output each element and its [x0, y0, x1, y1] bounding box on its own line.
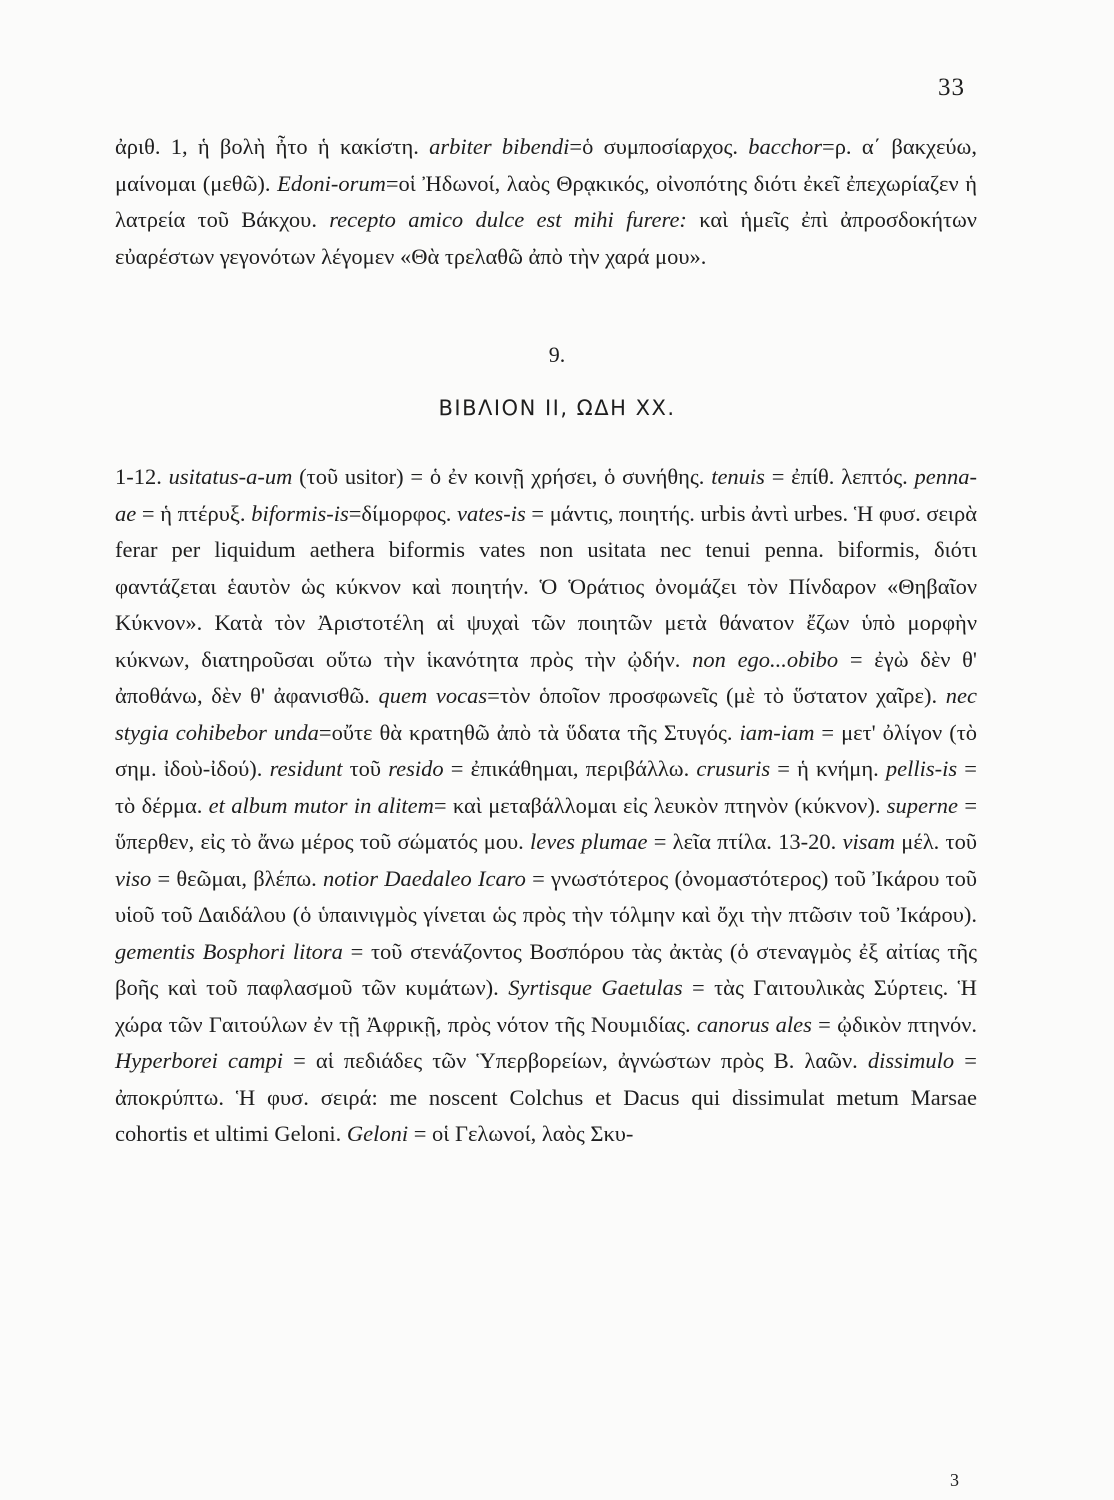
text-run: = τοῦ στενάζοντος Βοσπόρου τὰς ἀκτὰς (ὁ στεναγμὸς ἐξ αἰτίας τῆς βοῆς καὶ τοῦ παφλασμοῦ τῶν κυμάτων).: [115, 938, 977, 1000]
intro-paragraph: [115, 129, 977, 275]
text-run: = αἱ πεδιάδες τῶν Ὑπερβορείων, ἀγνώστων πρὸς Β. λαῶν.: [283, 1048, 868, 1073]
latin-term: canorus ales: [696, 1011, 812, 1037]
latin-term: viso: [115, 865, 152, 891]
text-run: =τὸν ὁποῖον προσφωνεῖς (μὲ τὸ ὕστατον χαῖρε).: [487, 683, 946, 708]
latin-term: dissimulo: [867, 1048, 955, 1073]
text-run: καὶ ἡμεῖς ἐπὶ ἀπροσδοκήτων εὐαρέστων γεγονότων λέγομεν «Θὰ τρελαθῶ ἀπὸ τὴν χαρά μου».: [115, 207, 977, 269]
signature-mark: 3: [950, 1470, 959, 1490]
latin-term: notior Daedaleo Icaro: [323, 865, 526, 891]
text-run: = ἐγὼ δὲν θ' ἀποθάνω, δὲν θ' ἀφανισθῶ.: [115, 646, 977, 708]
text-run: = γνωστότερος (ὀνομαστότερος) τοῦ Ἰκάρου τοῦ υἱοῦ τοῦ Δαιδάλου (ὁ ὑπαινιγμὸς γίνεται ὡς πρὸς τὴν τόλμην καὶ ὄχι τὴν πτῶσιν τοῦ Ἰκάρου).: [115, 865, 978, 927]
text-run: =οἱ Ἠδωνοί, λαὸς Θρᾳκικός, οἰνοπότης διότι ἐκεῖ ἐπεχωρίαζεν ἡ λατρεία τοῦ Βάκχου.: [115, 170, 977, 232]
text-run: = καὶ μεταβάλλομαι εἰς λευκὸν πτηνὸν (κύκνον).: [433, 792, 887, 818]
text-run: μέλ. τοῦ: [895, 829, 977, 854]
text-run: = ἡ κνήμη.: [770, 756, 886, 781]
latin-term: Syrtisque Gaetulas: [508, 975, 683, 1000]
section-heading: ΒΙΒΛΙΟΝ ΙΙ, ΩΔΗ XX.: [438, 396, 676, 420]
latin-term: visam: [842, 829, 896, 854]
text-run: = θεῶμαι, βλέπω.: [151, 865, 324, 891]
text-run: = μετ' ὀλίγον (τὸ σημ. ἰδοὺ-ἰδού).: [115, 719, 977, 781]
text-run: =δίμορφος.: [348, 500, 458, 526]
latin-term: vates-is: [457, 500, 526, 526]
latin-term: recepto amico dulce est mihi furere:: [329, 207, 687, 232]
latin-term: et album mutor in alitem: [208, 792, 434, 818]
text-run: τοῦ: [342, 756, 389, 781]
latin-term: non ego...obibo: [692, 646, 839, 672]
text-run: = λεῖα πτίλα. 13-20.: [647, 829, 843, 854]
latin-term: Geloni: [346, 1121, 409, 1146]
text-run: = ἐπίθ. λεπτός.: [764, 464, 915, 489]
text-run: ἀριθ. 1, ἡ βολὴ ἦτο ἡ κακίστη.: [115, 134, 430, 159]
latin-term: tenuis: [711, 464, 765, 489]
text-run: = ἡ πτέρυξ.: [136, 500, 252, 526]
text-run: 1-12.: [115, 464, 169, 489]
latin-term: leves plumae: [530, 829, 648, 854]
text-run: = οἱ Γελωνοί, λαὸς Σκυ-: [408, 1121, 634, 1146]
latin-term: residunt: [269, 756, 343, 781]
latin-term: superne: [886, 792, 959, 818]
latin-term: Hyperborei campi: [115, 1048, 283, 1073]
commentary-paragraph: [115, 459, 977, 1153]
text-run: = ᾠδικὸν πτηνόν.: [811, 1011, 978, 1037]
text-run: = τὸ δέρμα.: [115, 756, 977, 818]
latin-term: penna-ae: [115, 464, 977, 526]
text-run: =οὔτε θὰ κρατηθῶ ἀπὸ τὰ ὕδατα τῆς Στυγός.: [318, 719, 740, 745]
latin-term: iam-iam: [739, 719, 815, 745]
latin-term: gementis Bosphori litora: [115, 938, 343, 964]
latin-term: bacchor: [748, 134, 823, 159]
latin-term: Edoni-orum: [277, 170, 386, 196]
text-run: =ρ. α΄ βακχεύω, μαίνομαι (μεθῶ).: [115, 134, 977, 196]
text-run: = ὕπερθεν, εἰς τὸ ἄνω μέρος τοῦ σώματός μου.: [115, 792, 978, 854]
section-number: 9.: [548, 342, 566, 367]
latin-term: biformis-is: [251, 500, 349, 526]
latin-term: pellis-is: [885, 756, 958, 781]
latin-term: arbiter bibendi: [429, 134, 570, 159]
text-run: = ἐπικάθημαι, περιβάλλω.: [443, 756, 697, 781]
text-run: =ὁ συμποσίαρχος.: [569, 134, 749, 159]
text-run: = μάντις, ποιητής. urbis ἀντὶ urbes. Ἡ φυσ. σειρὰ ferar per liquidum aethera biformis vates non usitata nec tenui penna. biformis, διότι φαντάζεται ἑαυτὸν ὡς κύκνον καὶ ποιητήν. Ὁ Ὁράτιος ὀνομάζει τὸν Πίνδαρον «Θηβαῖον Κύκνον». Κατὰ τὸν Ἀριστοτέλη αἱ ψυχαὶ τῶν ποιητῶν μετὰ θάνατον ἔζων ὑπὸ μορφὴν κύκνων, διατηροῦσαι οὕτω τὴν ἱκανότητα πρὸς τὴν ᾠδήν.: [115, 500, 977, 672]
latin-term: quem vocas: [378, 683, 488, 708]
latin-term: nec stygia cohibebor unda: [115, 683, 978, 745]
text-run: = τὰς Γαιτουλικὰς Σύρτεις. Ἡ χώρα τῶν Γαιτούλων ἐν τῇ Ἀφρικῇ, πρὸς νότον τῆς Νουμιδίας.: [115, 975, 977, 1037]
latin-term: resido: [388, 756, 444, 781]
latin-term: usitatus-a-um: [168, 464, 293, 489]
text-run: = ἀποκρύπτω. Ἡ φυσ. σειρά: me noscent Colchus et Dacus qui dissimulat metum Marsae cohortis et ultimi Geloni.: [115, 1048, 977, 1146]
text-run: (τοῦ usitor) = ὁ ἐν κοινῇ χρήσει, ὁ συνήθης.: [292, 464, 712, 489]
page-number: 33: [938, 74, 965, 101]
latin-term: crusuris: [696, 756, 771, 781]
